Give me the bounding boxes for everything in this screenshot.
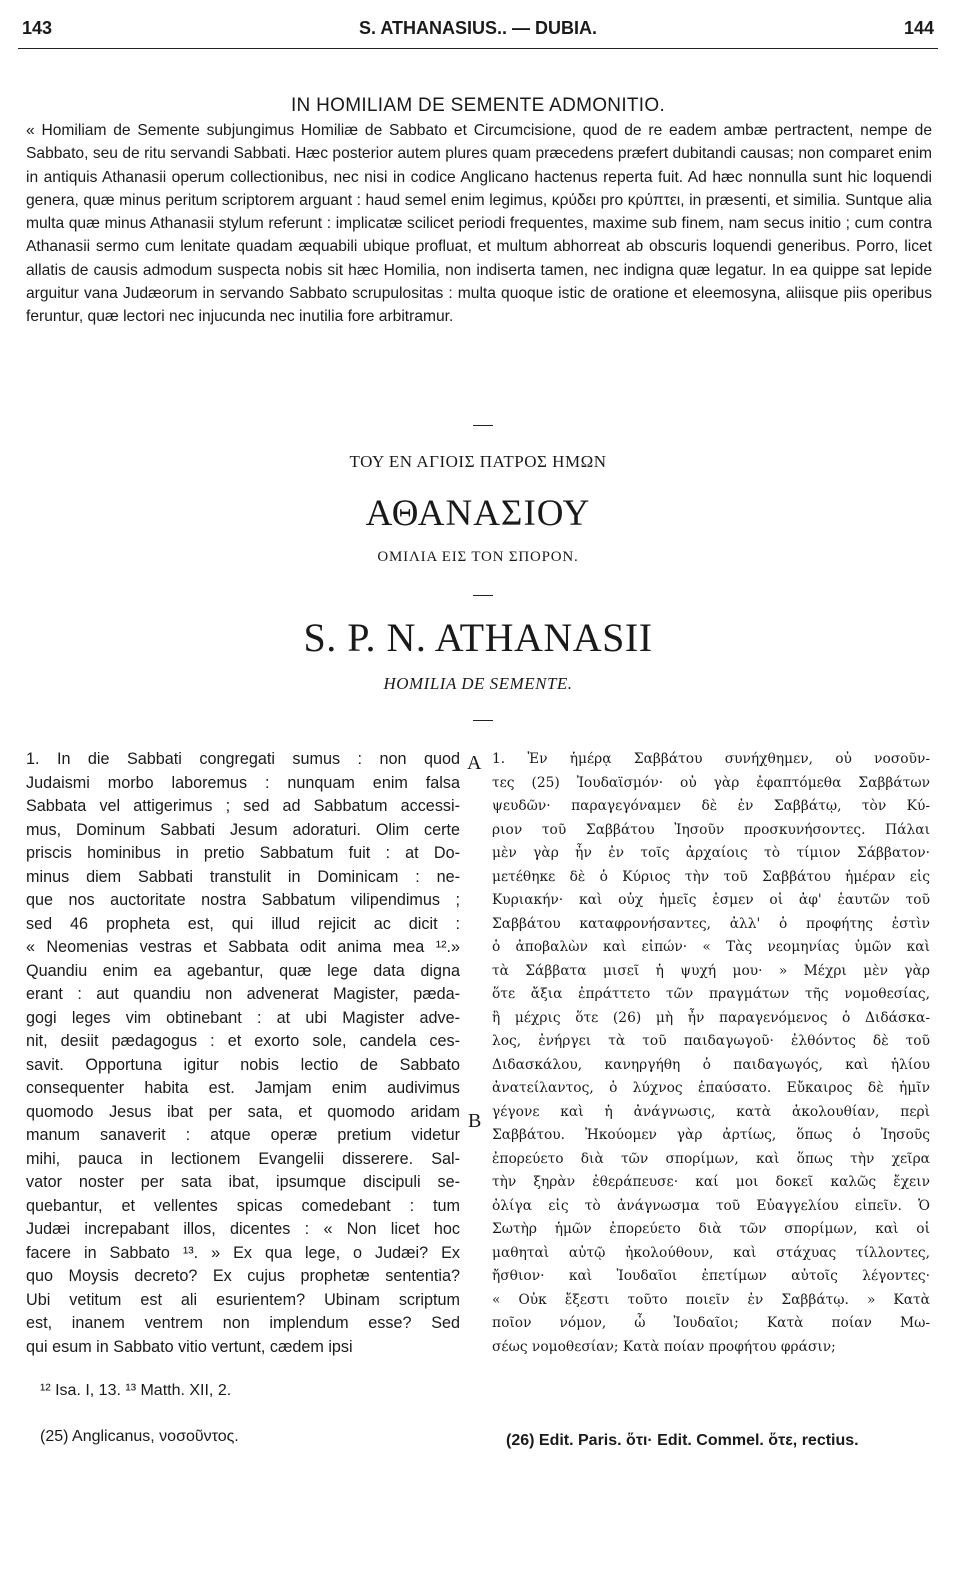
running-header (22, 18, 934, 42)
separator-dash (473, 425, 493, 426)
greek-title-line: ΤΟΥ ΕΝ ΑΓΙΟΙΣ ΠΑΤΡΟΣ ΗΜΩΝ (349, 452, 607, 471)
latin-text-line: quo Moysis decreto? Ex cujus prophetæ sententia? (26, 1267, 460, 1285)
greek-text-line: ὁ ἀποβαλὼν καὶ εἰπών· « Τὰς νεομηνίας ὑμῶν καὶ (492, 939, 930, 955)
greek-text-line: Σαββάτου καταφρονήσαντες, ἀλλ' ὁ προφήτης ἐστὶν (492, 915, 930, 932)
latin-text-line: Ubi vetitum est ali esurientem? Ubinam scriptum (26, 1290, 460, 1309)
greek-text-line: ὅτε ἄξια ἐπράττετο τῶν πραγμάτων τῆς νομοθεσίας, (492, 986, 930, 1002)
greek-text-line: λος, ἐνήργει τὰ τοῦ παιδαγωγοῦ· ἐλθόντος δὲ τοῦ (492, 1033, 930, 1049)
latin-text-line: quomodo Jesus ibat per sata, et quomodo aridam (26, 1102, 460, 1121)
greek-text-line: μετέθηκε δὲ ὁ Κύριος τὴν τοῦ Σαββάτου ἡμέραν εἰς (492, 868, 930, 885)
greek-text-line: ψευδῶν· παραγεγόναμεν δὲ ἐν Σαββάτῳ, τὸν Κύ- (492, 798, 930, 814)
latin-text-line: mihi, pauca in lectionem Evangelii disserere. Sal- (26, 1149, 460, 1168)
margin-letter-b: B (468, 1110, 482, 1132)
greek-text-line: Κυριακήν· καὶ οὐχ ἡμεῖς ἐσμεν οἱ ἀφ' ἑαυτῶν τοῦ (492, 892, 930, 908)
latin-text-line: mus, Dominum Sabbati Jesum adoraturi. Olim certe (26, 820, 460, 839)
latin-text-column (26, 748, 460, 1359)
latin-text-line: savit. Opportuna igitur nobis lectio de Sabbato (26, 1055, 460, 1074)
footnote-26: (26) Edit. Paris. ὅτι· Edit. Commel. ὅτε, rectius. (506, 1432, 859, 1449)
greek-text-line: « Οὐκ ἔξεστι τοῦτο ποιεῖν ἐν Σαββάτῳ. » Κατὰ (492, 1291, 930, 1308)
latin-author-name: S. P. N. ATHANASII (303, 615, 653, 660)
latin-text-line: erant : aut quandiu non advenerat Magister, pæda- (26, 985, 460, 1003)
greek-author-name: ΑΘΑΝΑΣΙΟΥ (365, 493, 591, 534)
greek-text-line: Σωτὴρ ἡμῶν ἐπορεύετο διὰ τῶν σπορίμων, καὶ οἱ (492, 1221, 930, 1237)
page-number-right: 144 (903, 18, 934, 38)
latin-text-line: Judaismi morbo laboremus : nunquam enim falsa (26, 773, 460, 792)
latin-text-line: consequenter habita est. Jamjam enim audivimus (26, 1079, 460, 1097)
greek-text-line: Σαββάτου. Ἠκούομεν γὰρ ἀρτίως, ὅπως ὁ Ἰησοῦς (492, 1127, 930, 1143)
greek-text-line: ποῖον νόμον, ὦ Ἰουδαῖοι; Κατὰ ποίαν Μω- (492, 1315, 930, 1331)
greek-subtitle: ΟΜΙΛΙΑ ΕΙΣ ΤΟΝ ΣΠΟΡΟΝ. (377, 549, 579, 565)
greek-text-line: τες (25) Ἰουδαϊσμόν· οὐ γὰρ ἐφαπτόμεθα Σαββάτων (492, 774, 930, 791)
greek-text-line: τὰ Σάββατα μισεῖ ἡ ψυχή μου· » Μέχρι μὲν γὰρ (492, 962, 930, 979)
separator-dash (473, 720, 493, 721)
footnote-scripture-refs: ¹² Isa. I, 13. ¹³ Matth. XII, 2. (40, 1382, 232, 1399)
latin-text-line: minus diem Sabbati transtulit in Dominicam : ne- (26, 867, 460, 886)
greek-text-line: μὲν γὰρ ἦν ἐν τοῖς ἀρχαίοις τὸ τίμιον Σάββατον· (492, 845, 930, 861)
greek-text-line: μαθηταὶ αὐτῷ ἠκολούθουν, καὶ στάχυας τίλλοντες, (492, 1244, 930, 1261)
latin-text-line: facere in Sabbato ¹³. » Ex qua lege, o Judæi? Ex (26, 1243, 460, 1262)
latin-text-line: sed 46 propheta est, qui illud rejicit ac dicit : (26, 914, 460, 933)
greek-text-line: σέως νομοθεσίαν; Κατὰ ποίαν προφήτου φράσιν; (492, 1338, 836, 1355)
footnote-25: (25) Anglicanus, νοσοῦντος. (40, 1428, 239, 1445)
separator-dash (473, 595, 493, 596)
latin-text-line: quebantur, et vellentes spicas comedebant : tum (26, 1196, 460, 1215)
latin-text-line: Sabbata vel attigerimus ; sed ad Sabbatum accessi- (26, 797, 460, 815)
admonitio-title: IN HOMILIAM DE SEMENTE ADMONITIO. (290, 95, 666, 116)
greek-text-line: τὴν ξηρὰν ἐθεράπευσε· καί μοι δοκεῖ καλῶς ἔχειν (492, 1174, 930, 1190)
greek-text-line: ἢ μέχρις ὅτε (26) μὴ ἦν παραγενόμενος ὁ Διδάσκα- (492, 1009, 930, 1026)
latin-text-line: manum sanaverit : atque operæ pretium videtur (26, 1126, 460, 1144)
latin-text-line: que nos auctoritate nostra Sabbatum vilipendimus ; (26, 891, 460, 909)
greek-text-line: ἀνατείλαντος, ὁ λύχνος ἐπαύσατο. Εὔκαιρος δὲ ἡμῖν (492, 1080, 930, 1096)
greek-text-line: ἐπορεύετο διὰ τῶν σπορίμων, καὶ ὅπως τὴν χεῖρα (492, 1150, 930, 1167)
latin-subtitle: HOMILIA DE SEMENTE. (383, 674, 573, 693)
greek-text-line: 1. Ἐν ἡμέρᾳ Σαββάτου συνήχθημεν, οὐ νοσοῦν- (492, 751, 930, 767)
latin-text-line: Quandiu enim ea agebantur, quæ lege data digna (26, 961, 460, 980)
latin-text-line: vator noster per sata ibat, ipsumque discipuli se- (26, 1173, 460, 1191)
latin-text-line: priscis hominibus in pretio Sabbatum fuit : at Do- (26, 844, 460, 862)
greek-text-line: ἤσθιον· καὶ Ἰουδαῖοι ἐπετίμων αὐτοῖς λέγοντες· (492, 1268, 930, 1284)
latin-text-line: nit, desiit pædagogus : et exorto sole, candela ces- (26, 1032, 460, 1050)
admonitio-paragraph: « Homiliam de Semente subjungimus Homiliæ de Sabbato et Circumcisione, quod de re eadem ambæ pertractent, nempe de Sabbato, seu de ritu servandi Sabbati. Hæc posterior autem plures quam præcedens præfert dubitandi causas; non comparet enim in antiquis Athanasii operum collectionibus, nec nisi in codice Anglicano hactenus reperta fuit. Ad hæc nonnulla sunt hic loquendi genera, quæ minus peritum scriptorem arguant : haud semel enim legimus, κρύδει pro κρύπτει, in præsenti, et similia. Suntque alia multa quæ minus Athanasii stylum referunt : implicatæ scilicet periodi frequentes, maxime sub finem, nam secus initio ; cum contra Athanasii sermo cum lenitate quadam æquabili ubique profluat, et multum abhorreat ab obscuris loquendi generibus. Porro, licet allatis de causis admodum suspecta nobis sit hæc Homilia, non indiserta tamen, nec indigna quæ legatur. In ea quippe sat lepide arguitur vana Judæorum in servando Sabbato scrupulositas : multa quoque istic de oratione et eleemosyna, aliisque piis operibus feruntur, quæ lectori nec injucunda nec inutilia fore arbitramur. (26, 122, 932, 326)
page-number-left: 143 (22, 18, 53, 38)
greek-text-line: ριον τοῦ Σαββάτου Ἰησοῦν προσκυνήσοντες. Πάλαι (492, 821, 930, 838)
greek-text-line: Διδασκάλου, κανηργήθη ὁ παιδαγωγός, καὶ ἡλίου (492, 1056, 930, 1073)
greek-text-line: ὀλίγα εἰς τὸ ἀνάγνωσμα τοῦ Εὐαγγελίου εἰπεῖν. Ὁ (492, 1197, 930, 1214)
latin-text-line: qui esum in Sabbato vitio vertunt, cædem ipsi (26, 1337, 353, 1356)
header-rule (18, 48, 938, 49)
latin-text-line: gogi leges vim obtinebant : at ubi Magister adve- (26, 1008, 460, 1027)
latin-text-line: Judæi increpabant illos, dicentes : « Non licet hoc (26, 1220, 460, 1238)
admonitio-text-block (26, 119, 932, 329)
running-title: S. ATHANASIUS.. — DUBIA. (358, 18, 597, 38)
latin-text-line: 1. In die Sabbati congregati sumus : non quod (26, 750, 460, 768)
margin-letter-a: A (467, 752, 482, 774)
latin-text-line: « Neomenias vestras et Sabbata odit anima mea ¹².» (26, 938, 460, 956)
greek-text-line: γέγονε καὶ ἡ ἀνάγνωσις, κατὰ ἀκολουθίαν, περὶ (492, 1103, 930, 1120)
latin-text-line: est, inanem ventrem non implendum esse? Sed (26, 1314, 460, 1332)
greek-text-column (492, 748, 930, 1359)
